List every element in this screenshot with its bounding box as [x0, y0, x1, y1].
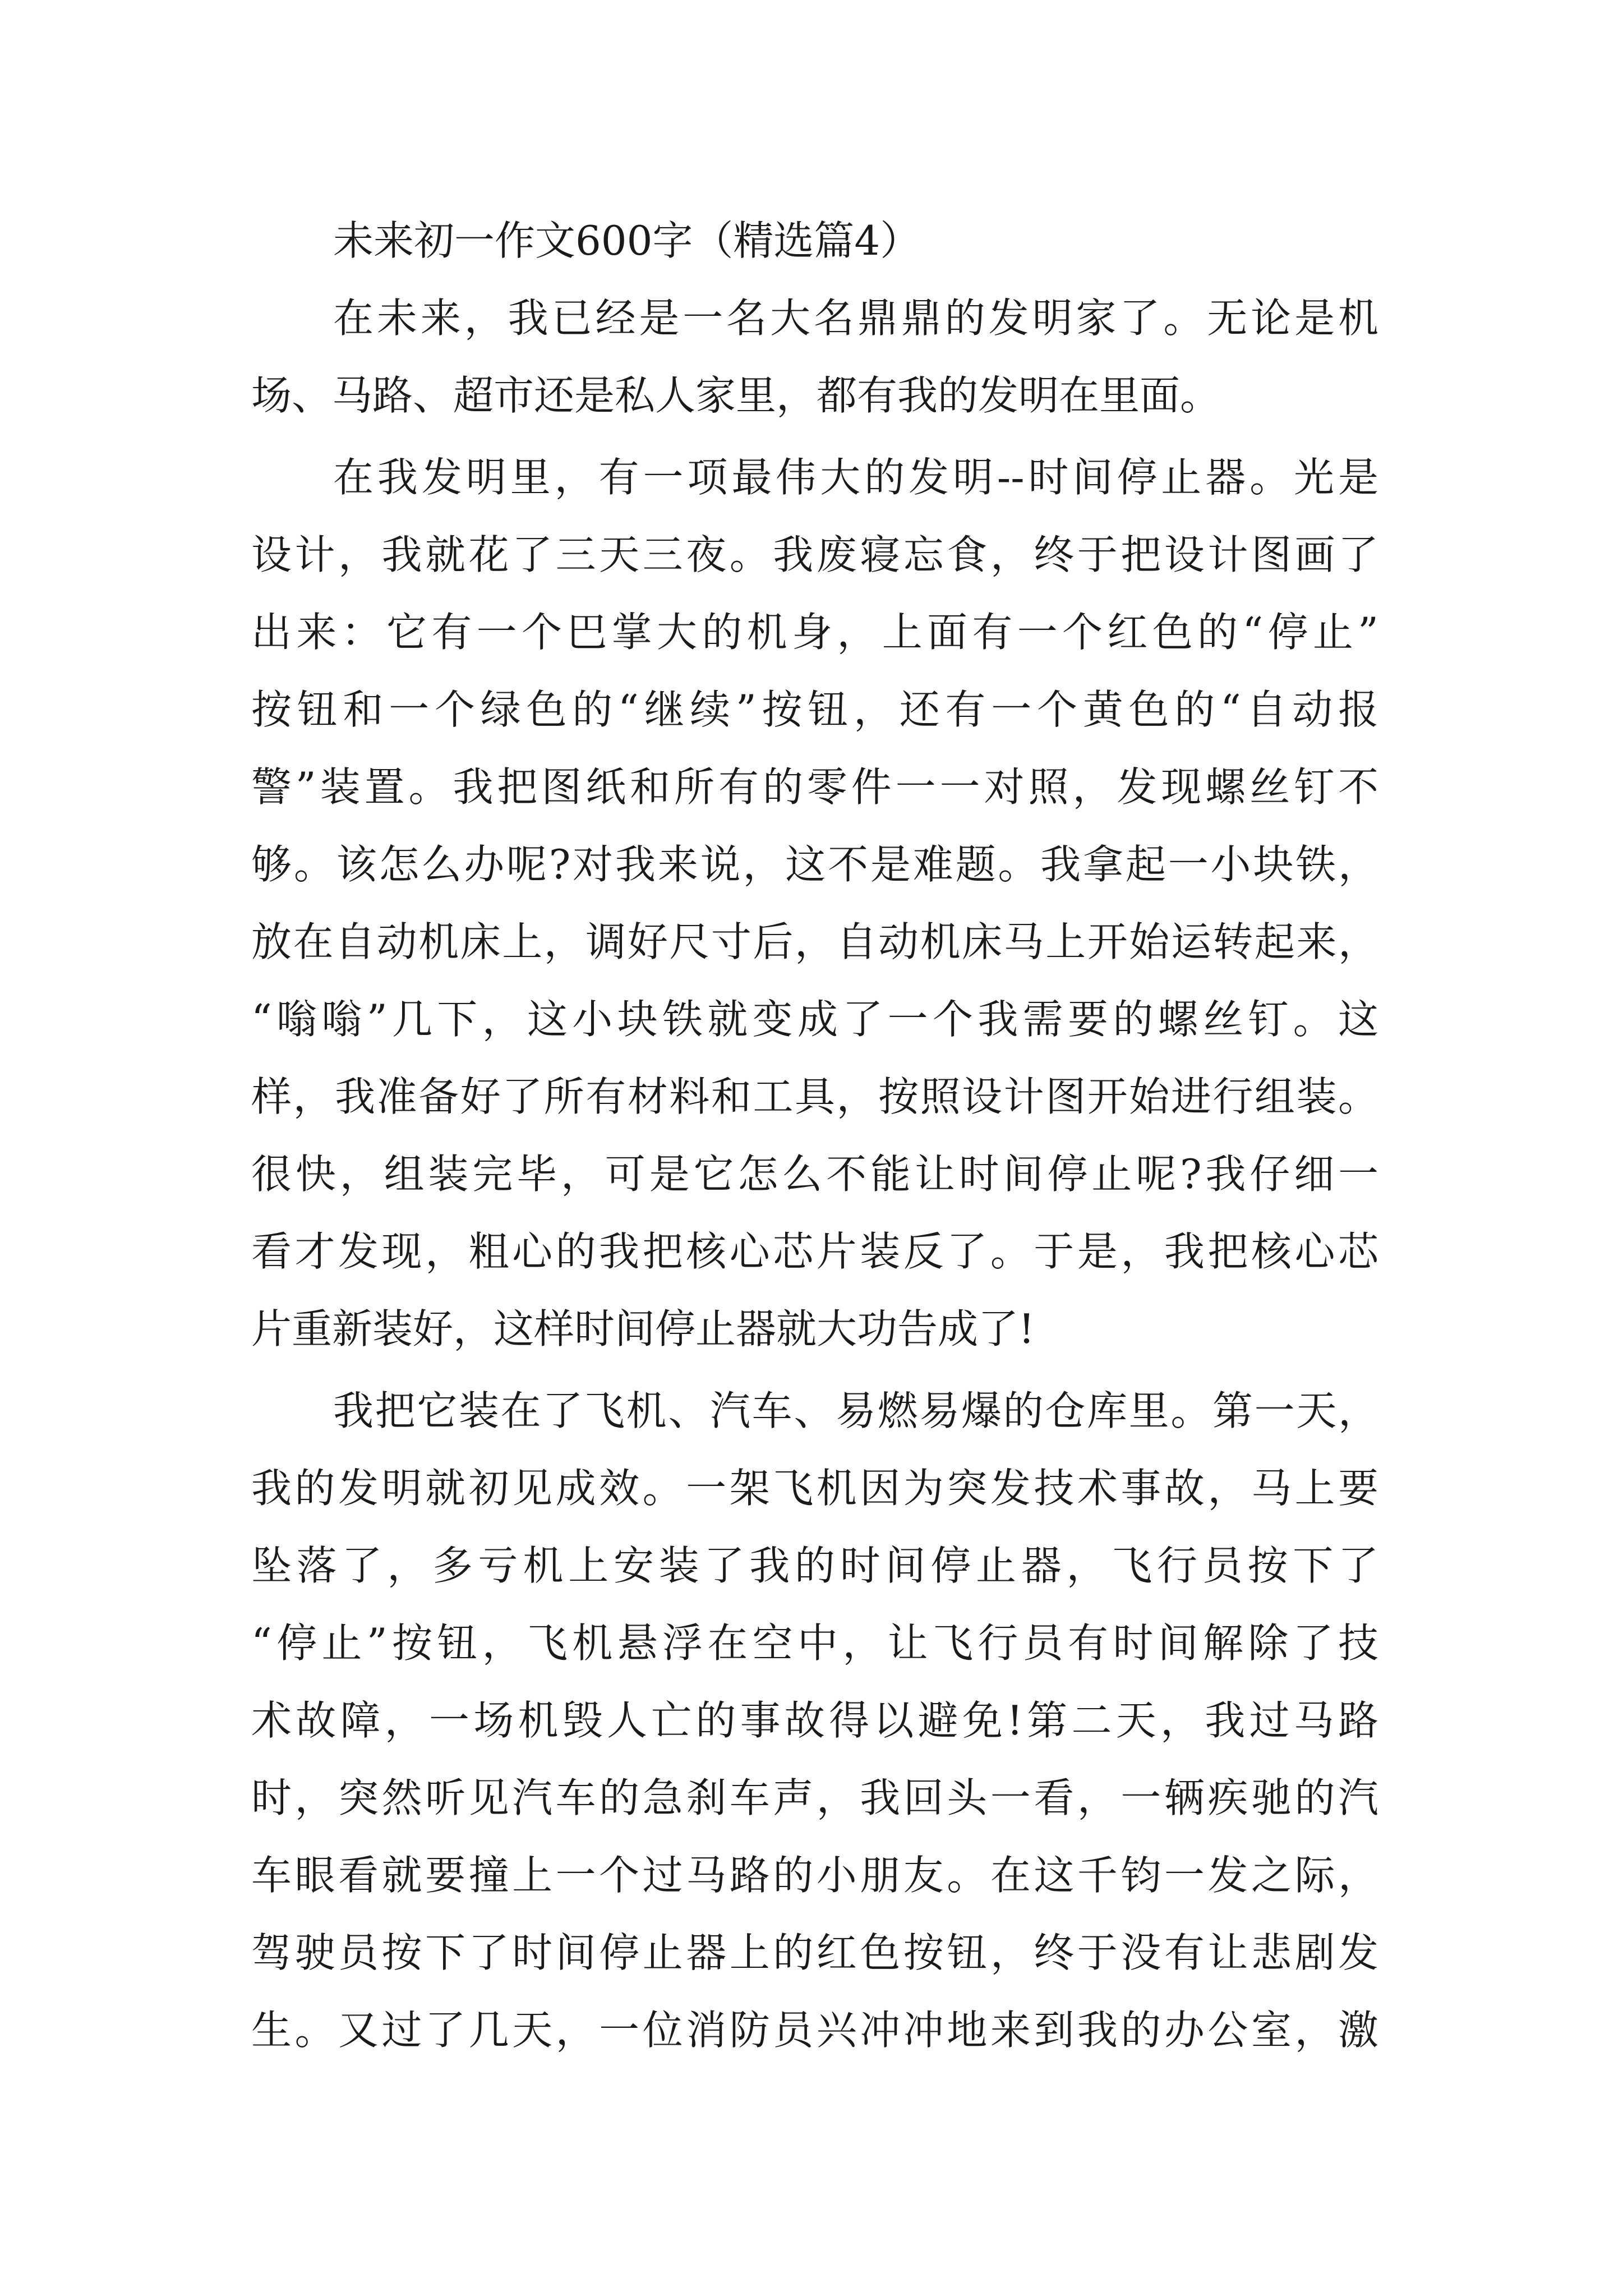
paragraph-line: 术故障，一场机毁人亡的事故得以避免!第二天，我过马路 [251, 1697, 1378, 1744]
paragraph-line: 我把它装在了飞机、汽车、易燃易爆的仓库里。第一天， [333, 1387, 1378, 1434]
paragraph-line: 放在自动机床上，调好尺寸后，自动机床马上开始运转起来， [251, 918, 1378, 965]
paragraph-line: 出来：它有一个巴掌大的机身，上面有一个红色的“停止” [251, 609, 1378, 656]
paragraph-line: 片重新装好，这样时间停止器就大功告成了! [251, 1305, 1035, 1352]
paragraph-line: 在未来，我已经是一名大名鼎鼎的发明家了。无论是机 [333, 295, 1378, 342]
paragraph-line: 很快，组装完毕，可是它怎么不能让时间停止呢?我仔细一 [251, 1151, 1378, 1198]
paragraph-line: 时，突然听见汽车的急刹车声，我回头一看，一辆疾驰的汽 [251, 1774, 1378, 1821]
paragraph-line: 我的发明就初见成效。一架飞机因为突发技术事故，马上要 [251, 1465, 1378, 1512]
paragraph-line: 生。又过了几天，一位消防员兴冲冲地来到我的办公室，激 [251, 2007, 1378, 2054]
essay-body [251, 202, 1378, 2069]
paragraph-line: 样，我准备好了所有材料和工具，按照设计图开始进行组装。 [251, 1073, 1378, 1120]
paragraph-line: “停止”按钮，飞机悬浮在空中，让飞行员有时间解除了技 [251, 1619, 1378, 1667]
paragraph-line: 在我发明里，有一项最伟大的发明--时间停止器。光是 [333, 454, 1378, 501]
paragraph-line: 够。该怎么办呢?对我来说，这不是难题。我拿起一小块铁， [251, 841, 1378, 888]
paragraph-line: 场、马路、超市还是私人家里，都有我的发明在里面。 [251, 372, 1221, 419]
paragraph-line: “嗡嗡”几下，这小块铁就变成了一个我需要的螺丝钉。这 [251, 996, 1378, 1043]
paragraph-line: 看才发现，粗心的我把核心芯片装反了。于是，我把核心芯 [251, 1228, 1378, 1275]
paragraph-line: 按钮和一个绿色的“继续”按钮，还有一个黄色的“自动报 [251, 686, 1378, 733]
paragraph-line: 警”装置。我把图纸和所有的零件一一对照，发现螺丝钉不 [251, 763, 1378, 811]
paragraph-line: 坠落了，多亏机上安装了我的时间停止器，飞行员按下了 [251, 1542, 1378, 1589]
paragraph-line: 车眼看就要撞上一个过马路的小朋友。在这千钧一发之际， [251, 1852, 1378, 1899]
essay-title: 未来初一作文600字（精选篇4） [333, 217, 921, 264]
paragraph-line: 驾驶员按下了时间停止器上的红色按钮，终于没有让悲剧发 [251, 1929, 1378, 1976]
paragraph-line: 设计，我就花了三天三夜。我废寝忘食，终于把设计图画了 [251, 531, 1378, 578]
